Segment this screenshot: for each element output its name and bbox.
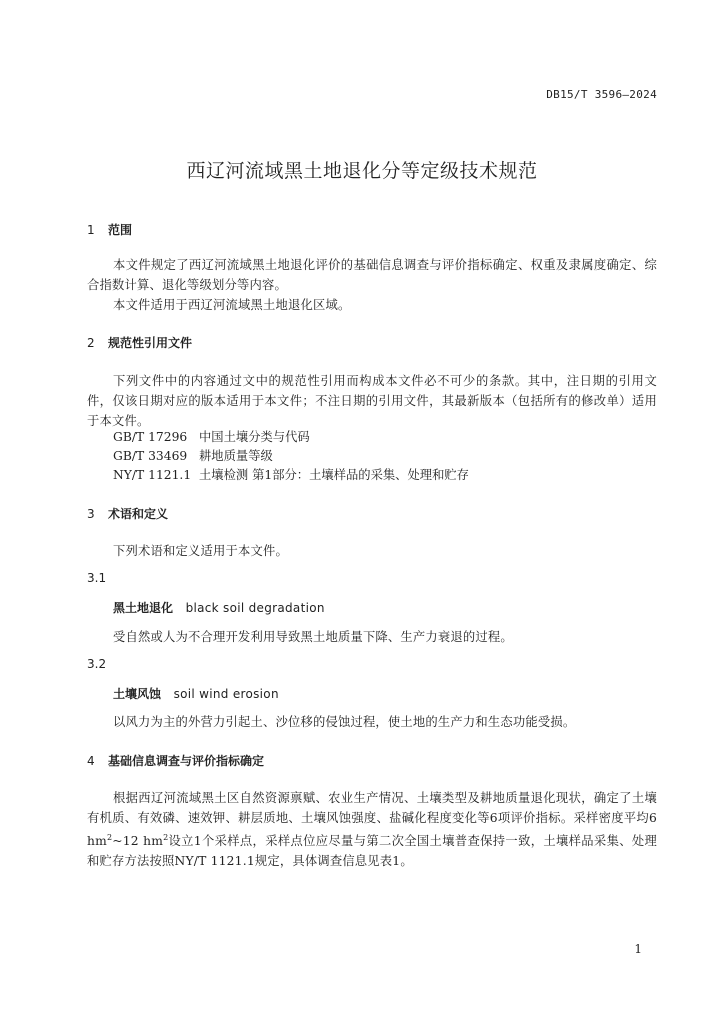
paragraph-text: 设立1个采样点，采样点位应尽量与第二次全国土壤普查保持一致，土壤样品采集、处理和贮存方法按照NY/T 1121.1规定，具体调查信息见表1。 xyxy=(87,834,657,869)
document-code: DB15/T 3596—2024 xyxy=(546,88,657,101)
section-4-number: 4 xyxy=(87,754,95,768)
section-4-heading xyxy=(87,752,264,769)
section-3-number: 3 xyxy=(87,507,95,521)
reference-title: 中国土壤分类与代码 xyxy=(199,430,310,444)
section-1-paragraph-2: 本文件适用于西辽河流域黑土地退化区域。 xyxy=(113,298,351,312)
term-heading xyxy=(113,685,279,702)
reference-code: GB/T 33469 xyxy=(113,449,188,463)
section-2-number: 2 xyxy=(87,336,95,350)
section-3-heading xyxy=(87,505,168,522)
reference-code: NY/T 1121.1 xyxy=(113,468,192,482)
reference-title: 耕地质量等级 xyxy=(199,449,273,463)
section-2-title: 规范性引用文件 xyxy=(108,336,193,350)
term-definition: 以风力为主的外营力引起土、沙位移的侵蚀过程，使土地的生产力和生态功能受损。 xyxy=(113,715,576,729)
section-1-number: 1 xyxy=(87,223,95,237)
document-title: 西辽河流域黑土地退化分等定级技术规范 xyxy=(186,160,538,182)
paragraph-text: ~12 hm xyxy=(112,834,164,849)
section-4-title: 基础信息调查与评价指标确定 xyxy=(108,754,265,768)
term-definition: 受自然或人为不合理开发利用导致黑土地质量下降、生产力衰退的过程。 xyxy=(113,630,513,644)
term-number: 3.1 xyxy=(87,571,107,585)
section-4-paragraph-1 xyxy=(87,788,657,871)
page-number: 1 xyxy=(634,942,642,956)
section-3-title: 术语和定义 xyxy=(108,507,169,521)
section-2-heading xyxy=(87,334,192,351)
reference-item xyxy=(113,465,469,485)
term-chinese: 土壤风蚀 xyxy=(113,687,162,701)
term-number: 3.2 xyxy=(87,657,107,671)
section-2-paragraph-1: 下列文件中的内容通过文中的规范性引用而构成本文件必不可少的条款。其中，注日期的引用文件，仅该日期对应的版本适用于本文件；不注日期的引用文件，其最新版本（包括所有的修改单）适用于本文件。 xyxy=(87,374,657,428)
reference-item xyxy=(113,427,310,447)
reference-title: 土壤检测 第1部分：土壤样品的采集、处理和贮存 xyxy=(199,468,469,482)
superscript: 2 xyxy=(163,833,169,842)
reference-item xyxy=(113,446,273,466)
term-heading xyxy=(113,599,325,616)
term-chinese: 黑土地退化 xyxy=(113,601,174,615)
term-english: black soil degradation xyxy=(185,601,325,615)
section-1-heading xyxy=(87,221,132,238)
paragraph-text: 根据西辽河流域黑土区自然资源禀赋、农业生产情况、土壤类型及耕地质量退化现状，确定了土壤有机质、有效磷、速效钾、耕层质地、土壤风蚀强度、盐碱化程度变化等6项评价指标。采样密度平均6 hm xyxy=(87,791,657,849)
superscript: 2 xyxy=(106,833,113,842)
section-1-title: 范围 xyxy=(108,223,133,237)
section-3-paragraph-1: 下列术语和定义适用于本文件。 xyxy=(113,544,288,558)
section-1-paragraph-1: 本文件规定了西辽河流域黑土地退化评价的基础信息调查与评价指标确定、权重及隶属度确定、综合指数计算、退化等级划分等内容。 xyxy=(87,258,657,292)
reference-code: GB/T 17296 xyxy=(113,430,188,444)
term-english: soil wind erosion xyxy=(173,687,279,701)
